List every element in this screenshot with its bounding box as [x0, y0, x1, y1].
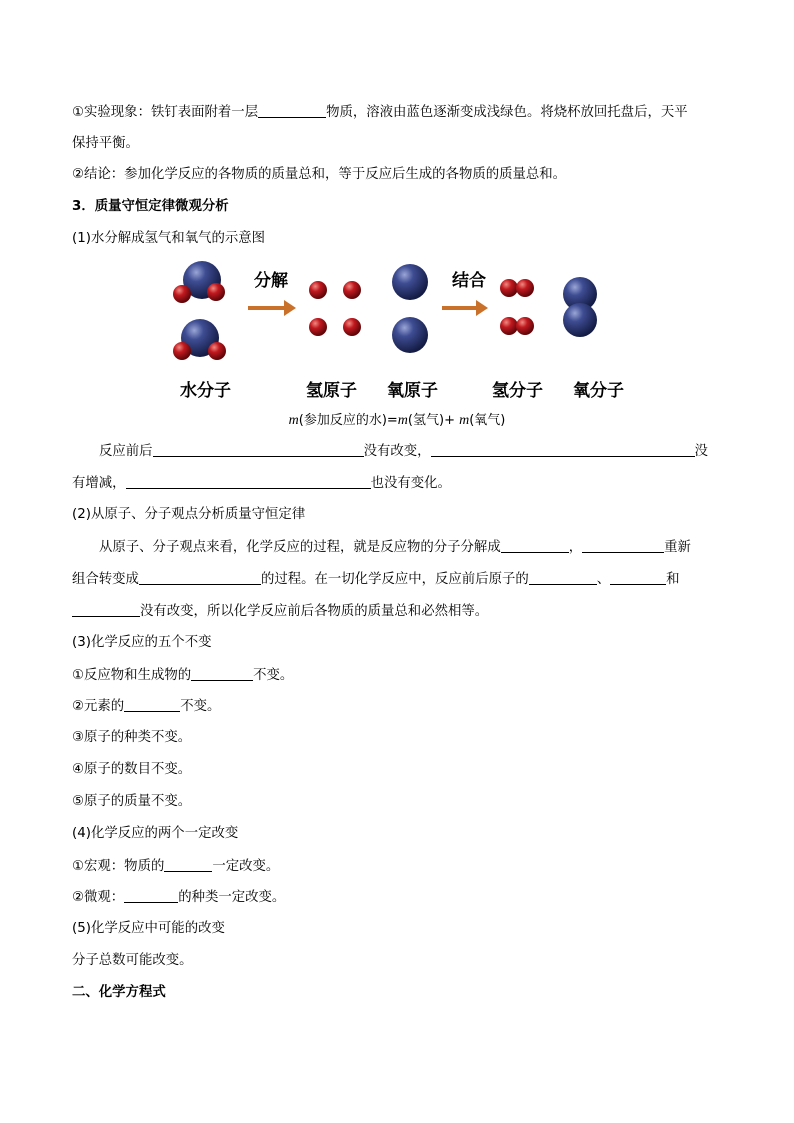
- hydrogen-molecule-icon: [500, 279, 534, 297]
- text: 从原子、分子观点来看，化学反应的过程，就是反应物的分子分解成: [99, 540, 501, 555]
- text: 一定改变。: [212, 859, 280, 874]
- subsection-2-title: (2)从原子、分子观点分析质量守恒定律: [72, 507, 306, 522]
- text: 没有改变，: [363, 444, 431, 459]
- changed-item-1: [72, 857, 279, 876]
- water-molecule-icon: [173, 261, 225, 303]
- conservation-line-2: [72, 474, 451, 493]
- text: (参加反应的水)=: [298, 413, 398, 428]
- text: (氢气)+: [407, 413, 460, 428]
- experiment-phenomenon-line-2: [72, 135, 139, 153]
- text: 也没有变化。: [370, 476, 451, 491]
- changed-item-2: [72, 888, 285, 907]
- decompose-arrow-icon: [248, 300, 296, 316]
- text: 的种类一定改变。: [178, 890, 286, 905]
- microscopic-line-3: [72, 602, 488, 621]
- water-decomposition-diagram: [166, 256, 646, 404]
- text: 没有改变，所以化学反应前后各物质的质量总和必然相等。: [140, 604, 489, 619]
- hydrogen-atom-label: 氢原子: [306, 381, 357, 401]
- text: 不变。: [253, 668, 294, 683]
- conclusion-line: [72, 166, 566, 184]
- subsection-4-title: (4)化学反应的两个一定改变: [72, 826, 239, 841]
- microscopic-line-1: [99, 538, 691, 557]
- text: 物质，溶液由蓝色逐渐变成浅绿色。将烧杯放回托盘后，天平: [326, 105, 688, 120]
- answer-blank[interactable]: [191, 666, 253, 681]
- unchanged-item-3: ③原子的种类不变。: [72, 730, 192, 745]
- conservation-line-1: [99, 442, 708, 461]
- experiment-phenomenon-line: [72, 103, 688, 122]
- answer-blank[interactable]: [126, 474, 371, 489]
- text: 有增减，: [72, 476, 126, 491]
- text: ①宏观：物质的: [72, 859, 165, 874]
- unchanged-item-1: [72, 666, 293, 685]
- hydrogen-molecule-icon: [500, 317, 534, 335]
- water-molecule-icon: [173, 319, 226, 360]
- answer-blank[interactable]: [258, 103, 326, 118]
- answer-blank[interactable]: [501, 538, 569, 553]
- answer-blank[interactable]: [610, 570, 666, 585]
- answer-blank[interactable]: [124, 697, 180, 712]
- subsection-5-title: (5)化学反应中可能的改变: [72, 921, 225, 936]
- text: ②微观：: [72, 890, 125, 905]
- oxygen-atoms-icon: [392, 264, 428, 353]
- text: 没: [694, 444, 708, 459]
- mass-symbol: m: [288, 413, 299, 428]
- possible-change-text: 分子总数可能改变。: [72, 953, 193, 968]
- microscopic-line-2: [72, 570, 680, 589]
- unchanged-item-4: ④原子的数目不变。: [72, 762, 192, 777]
- text: ，: [568, 540, 583, 555]
- answer-blank[interactable]: [582, 538, 664, 553]
- text: 重新: [664, 540, 691, 555]
- hydrogen-atoms-icon: [309, 281, 361, 336]
- oxygen-molecule-label: 氧分子: [573, 381, 624, 401]
- text: 保持平衡。: [72, 136, 139, 151]
- text: 的过程。在一切化学反应中，反应前后原子的: [260, 572, 529, 587]
- hydrogen-molecule-label: 氢分子: [492, 381, 543, 401]
- water-molecule-label: 水分子: [180, 381, 231, 401]
- text: ①实验现象：铁钉表面附着一层: [72, 105, 259, 120]
- combine-arrow-icon: [442, 300, 488, 316]
- decompose-label: 分解: [254, 271, 288, 291]
- unchanged-item-5: ⑤原子的质量不变。: [72, 794, 192, 809]
- text: 不变。: [180, 699, 221, 714]
- answer-blank[interactable]: [431, 442, 695, 457]
- answer-blank[interactable]: [72, 602, 140, 617]
- answer-blank[interactable]: [164, 857, 212, 872]
- text: 和: [666, 572, 680, 587]
- mass-formula: [0, 409, 794, 429]
- subsection-3-title: (3)化学反应的五个不变: [72, 635, 212, 650]
- answer-blank[interactable]: [529, 570, 597, 585]
- section-3-title: 3．质量守恒定律微观分析: [72, 199, 229, 214]
- oxygen-atom-label: 氧原子: [387, 381, 438, 401]
- text: 、: [596, 572, 611, 587]
- section-2-title: 二、化学方程式: [72, 985, 166, 1000]
- answer-blank[interactable]: [139, 570, 261, 585]
- answer-blank[interactable]: [124, 888, 178, 903]
- text: ①反应物和生成物的: [72, 668, 192, 683]
- answer-blank[interactable]: [153, 442, 364, 457]
- text: ②结论：参加化学反应的各物质的质量总和，等于反应后生成的各物质的质量总和。: [72, 167, 567, 182]
- oxygen-molecule-icon: [563, 277, 597, 337]
- unchanged-item-2: [72, 697, 220, 716]
- text: ②元素的: [72, 699, 125, 714]
- combine-label: 结合: [452, 271, 486, 291]
- text: (氧气): [469, 413, 506, 428]
- mass-symbol: m: [459, 413, 470, 428]
- text: 反应前后: [99, 444, 153, 459]
- text: 组合转变成: [72, 572, 139, 587]
- subsection-1-title: (1)水分解成氢气和氧气的示意图: [72, 231, 266, 246]
- molecule-illustration: [166, 256, 646, 368]
- mass-symbol: m: [397, 413, 408, 428]
